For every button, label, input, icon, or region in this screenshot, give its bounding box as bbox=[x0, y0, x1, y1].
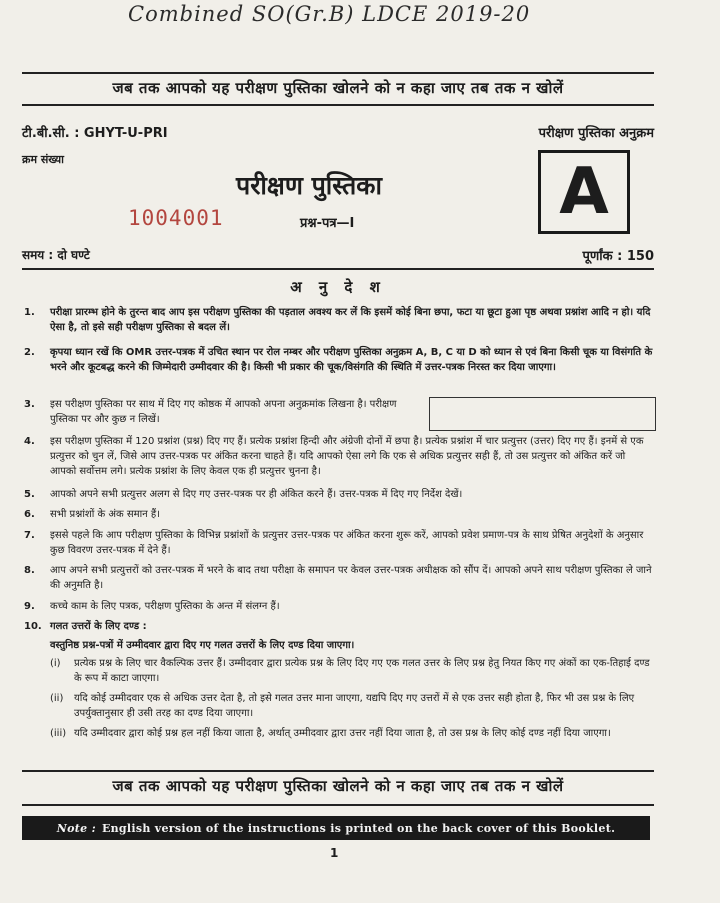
series-letter: A bbox=[559, 155, 609, 229]
instruction-text: परीक्षा प्रारम्भ होने के तुरन्त बाद आप इस परीक्षण पुस्तिका की पड़ताल अवश्य कर लें कि इसमें कोई बिना छपा, फटा या छूटा हुआ पृष्ठ अथवा प्रश्नांश आदि न हो। यदि ऐसा है, तो इसे सही परीक्षण पुस्तिका से बदल लें। bbox=[50, 307, 651, 333]
header-rule bbox=[22, 268, 654, 270]
instruction-text: कच्चे काम के लिए पत्रक, परीक्षण पुस्तिका के अन्त में संलग्न हैं। bbox=[50, 601, 280, 612]
paper-label: प्रश्न-पत्र—I bbox=[300, 216, 355, 231]
instruction-text: इस परीक्षण पुस्तिका में 120 प्रश्नांश (प्रश्न) दिए गए हैं। प्रत्येक प्रश्नांश हिन्दी और अंग्रेजी दोनों में छपा है। प्रत्येक प्रश्नांश में चार प्रत्युत्तर (उत्तर) दिए गए हैं। इनमें से एक प्रत्युत्तर को चुन लें, जिसे आप उत्तर-पत्रक पर अंकित करना चाहते हैं। यदि आपको ऐसा लगे कि एक से अधिक प्रत्युत्तर सही हैं, तो उस प्रत्युत्तर को अंकित करें जो आपको सर्वोत्तम लगे। प्रत्येक प्रश्नांश के लिए केवल एक ही प्रत्युत्तर चुनना है। bbox=[50, 436, 644, 477]
banner-bottom-rule bbox=[22, 770, 654, 772]
penalty-intro bbox=[50, 638, 654, 653]
penalty-item-number: (ii) bbox=[50, 693, 64, 704]
instruction-text: कृपया ध्यान रखें कि OMR उत्तर-पत्रक में उचित स्थान पर रोल नम्बर और परीक्षण पुस्तिका अनुक्रम A, B, C या D को ध्यान से एवं बिना किसी चूक या विसंगति के भरने और कूटबद्ध करने की जिम्मेदारी उम्मीदवार की है। किसी भी प्रकार की चूक/विसंगति की स्थिति में उत्तर-पत्रक निरस्त कर दिया जाएगा। bbox=[50, 347, 653, 373]
instruction-number: 2. bbox=[24, 347, 35, 358]
handwritten-note: Combined SO(Gr.B) LDCE 2019-20 bbox=[128, 2, 531, 26]
penalty-item-number: (iii) bbox=[50, 728, 67, 739]
instruction-text: इससे पहले कि आप परीक्षण पुस्तिका के विभिन्न प्रश्नांशों के प्रत्युत्तर उत्तर-पत्रक पर अंकित करना शुरू करें, आपको प्रवेश प्रमाण-पत्र के साथ प्रेषित अनुदेशों के अनुसार कुछ विवरण उत्तर-पत्रक में देने हैं। bbox=[50, 530, 644, 556]
serial-label: क्रम संख्या bbox=[22, 153, 64, 166]
instruction-number: 9. bbox=[24, 601, 35, 612]
instruction-item bbox=[24, 397, 414, 427]
instruction-number: 4. bbox=[24, 436, 35, 447]
penalty-item-text: यदि उम्मीदवार द्वारा कोई प्रश्न हल नहीं किया जाता है, अर्थात् उम्मीदवार द्वारा उत्तर नहीं दिया जाता है, तो उस प्रश्न के लिए कोई दण्ड नहीं दिया जाएगा। bbox=[74, 728, 611, 739]
tbc-code: टी.बी.सी. : GHYT-U-PRI bbox=[22, 126, 168, 141]
instruction-number: 3. bbox=[24, 399, 35, 410]
penalty-item-text: यदि कोई उम्मीदवार एक से अधिक उत्तर देता है, तो इसे गलत उत्तर माना जाएगा, यद्यपि दिए गए उत्तरों में से एक उत्तर सही होता है, फिर भी उस प्रश्न के लिए उपर्युक्तानुसार ही उसी तरह का दण्ड दिया जाएगा। bbox=[74, 693, 635, 719]
banner-bottom: जब तक आपको यह परीक्षण पुस्तिका खोलने को न कहा जाए तब तक न खोलें bbox=[112, 777, 564, 795]
instruction-item bbox=[24, 434, 654, 479]
instruction-number: 5. bbox=[24, 489, 35, 500]
instruction-number: 8. bbox=[24, 565, 35, 576]
instruction-number: 1. bbox=[24, 307, 35, 318]
instruction-text: इस परीक्षण पुस्तिका पर साथ में दिए गए कोष्ठक में आपको अपना अनुक्रमांक लिखना है। परीक्षण पुस्तिका पर और कुछ न लिखें। bbox=[50, 399, 397, 425]
penalty-item-number: (i) bbox=[50, 658, 61, 669]
instruction-text: आपको अपने सभी प्रत्युत्तर अलग से दिए गए उत्तर-पत्रक पर ही अंकित करने हैं। उत्तर-पत्रक में दिए गए निर्देश देखें। bbox=[50, 489, 463, 500]
penalty-intro-text: वस्तुनिष्ठ प्रश्न-पत्रों में उम्मीदवार द्वारा दिए गए गलत उत्तरों के लिए दण्ड दिया जाएगा। bbox=[50, 640, 355, 651]
penalty-item bbox=[50, 726, 654, 741]
instruction-item bbox=[24, 619, 654, 634]
instruction-number: 6. bbox=[24, 509, 35, 520]
max-marks: पूर्णांक : 150 bbox=[582, 249, 654, 264]
penalty-item bbox=[50, 656, 654, 686]
instruction-item bbox=[24, 507, 654, 522]
time-label: समय : दो घण्टे bbox=[22, 248, 90, 262]
instructions-heading: अ नु दे श bbox=[290, 278, 386, 296]
penalty-item bbox=[50, 691, 654, 721]
instruction-item bbox=[24, 305, 654, 335]
instruction-number: 10. bbox=[24, 621, 42, 632]
serial-number: 1004001 bbox=[128, 206, 224, 230]
penalty-item-text: प्रत्येक प्रश्न के लिए चार वैकल्पिक उत्तर हैं। उम्मीदवार द्वारा प्रत्येक प्रश्न के लिए दिए गए एक गलत उत्तर के लिए प्रश्न हेतु नियत किए गए अंकों का एक-तिहाई दण्ड के रूप में काटा जाएगा। bbox=[74, 658, 650, 684]
note-bar bbox=[22, 816, 650, 840]
series-letter-box bbox=[538, 150, 630, 234]
roll-number-box[interactable] bbox=[429, 397, 656, 431]
instruction-text: आप अपने सभी प्रत्युत्तरों को उत्तर-पत्रक में भरने के बाद तथा परीक्षा के समापन पर केवल उत्तर-पत्रक अधीक्षक को सौंप दें। आपको अपने साथ परीक्षण पुस्तिका ले जाने की अनुमति है। bbox=[50, 565, 652, 591]
booklet-title: परीक्षण पुस्तिका bbox=[236, 171, 382, 200]
footer-rule bbox=[22, 804, 654, 806]
booklet-series-label: परीक्षण पुस्तिका अनुक्रम bbox=[538, 126, 654, 141]
instruction-text: गलत उत्तरों के लिए दण्ड : bbox=[50, 621, 147, 632]
page-number: 1 bbox=[330, 846, 339, 860]
instruction-item bbox=[24, 345, 654, 375]
instruction-item bbox=[24, 599, 654, 614]
banner-top: जब तक आपको यह परीक्षण पुस्तिका खोलने को न कहा जाए तब तक न खोलें bbox=[112, 79, 564, 97]
instruction-item bbox=[24, 563, 654, 593]
note-text: English version of the instructions is printed on the back cover of this Booklet. bbox=[101, 821, 616, 835]
instruction-item bbox=[24, 528, 654, 558]
instruction-text: सभी प्रश्नांशों के अंक समान हैं। bbox=[50, 509, 160, 520]
note-label: Note : bbox=[56, 821, 96, 835]
instruction-item bbox=[24, 487, 654, 502]
banner-top-rule bbox=[22, 104, 654, 106]
top-rule bbox=[22, 72, 654, 74]
instruction-number: 7. bbox=[24, 530, 35, 541]
